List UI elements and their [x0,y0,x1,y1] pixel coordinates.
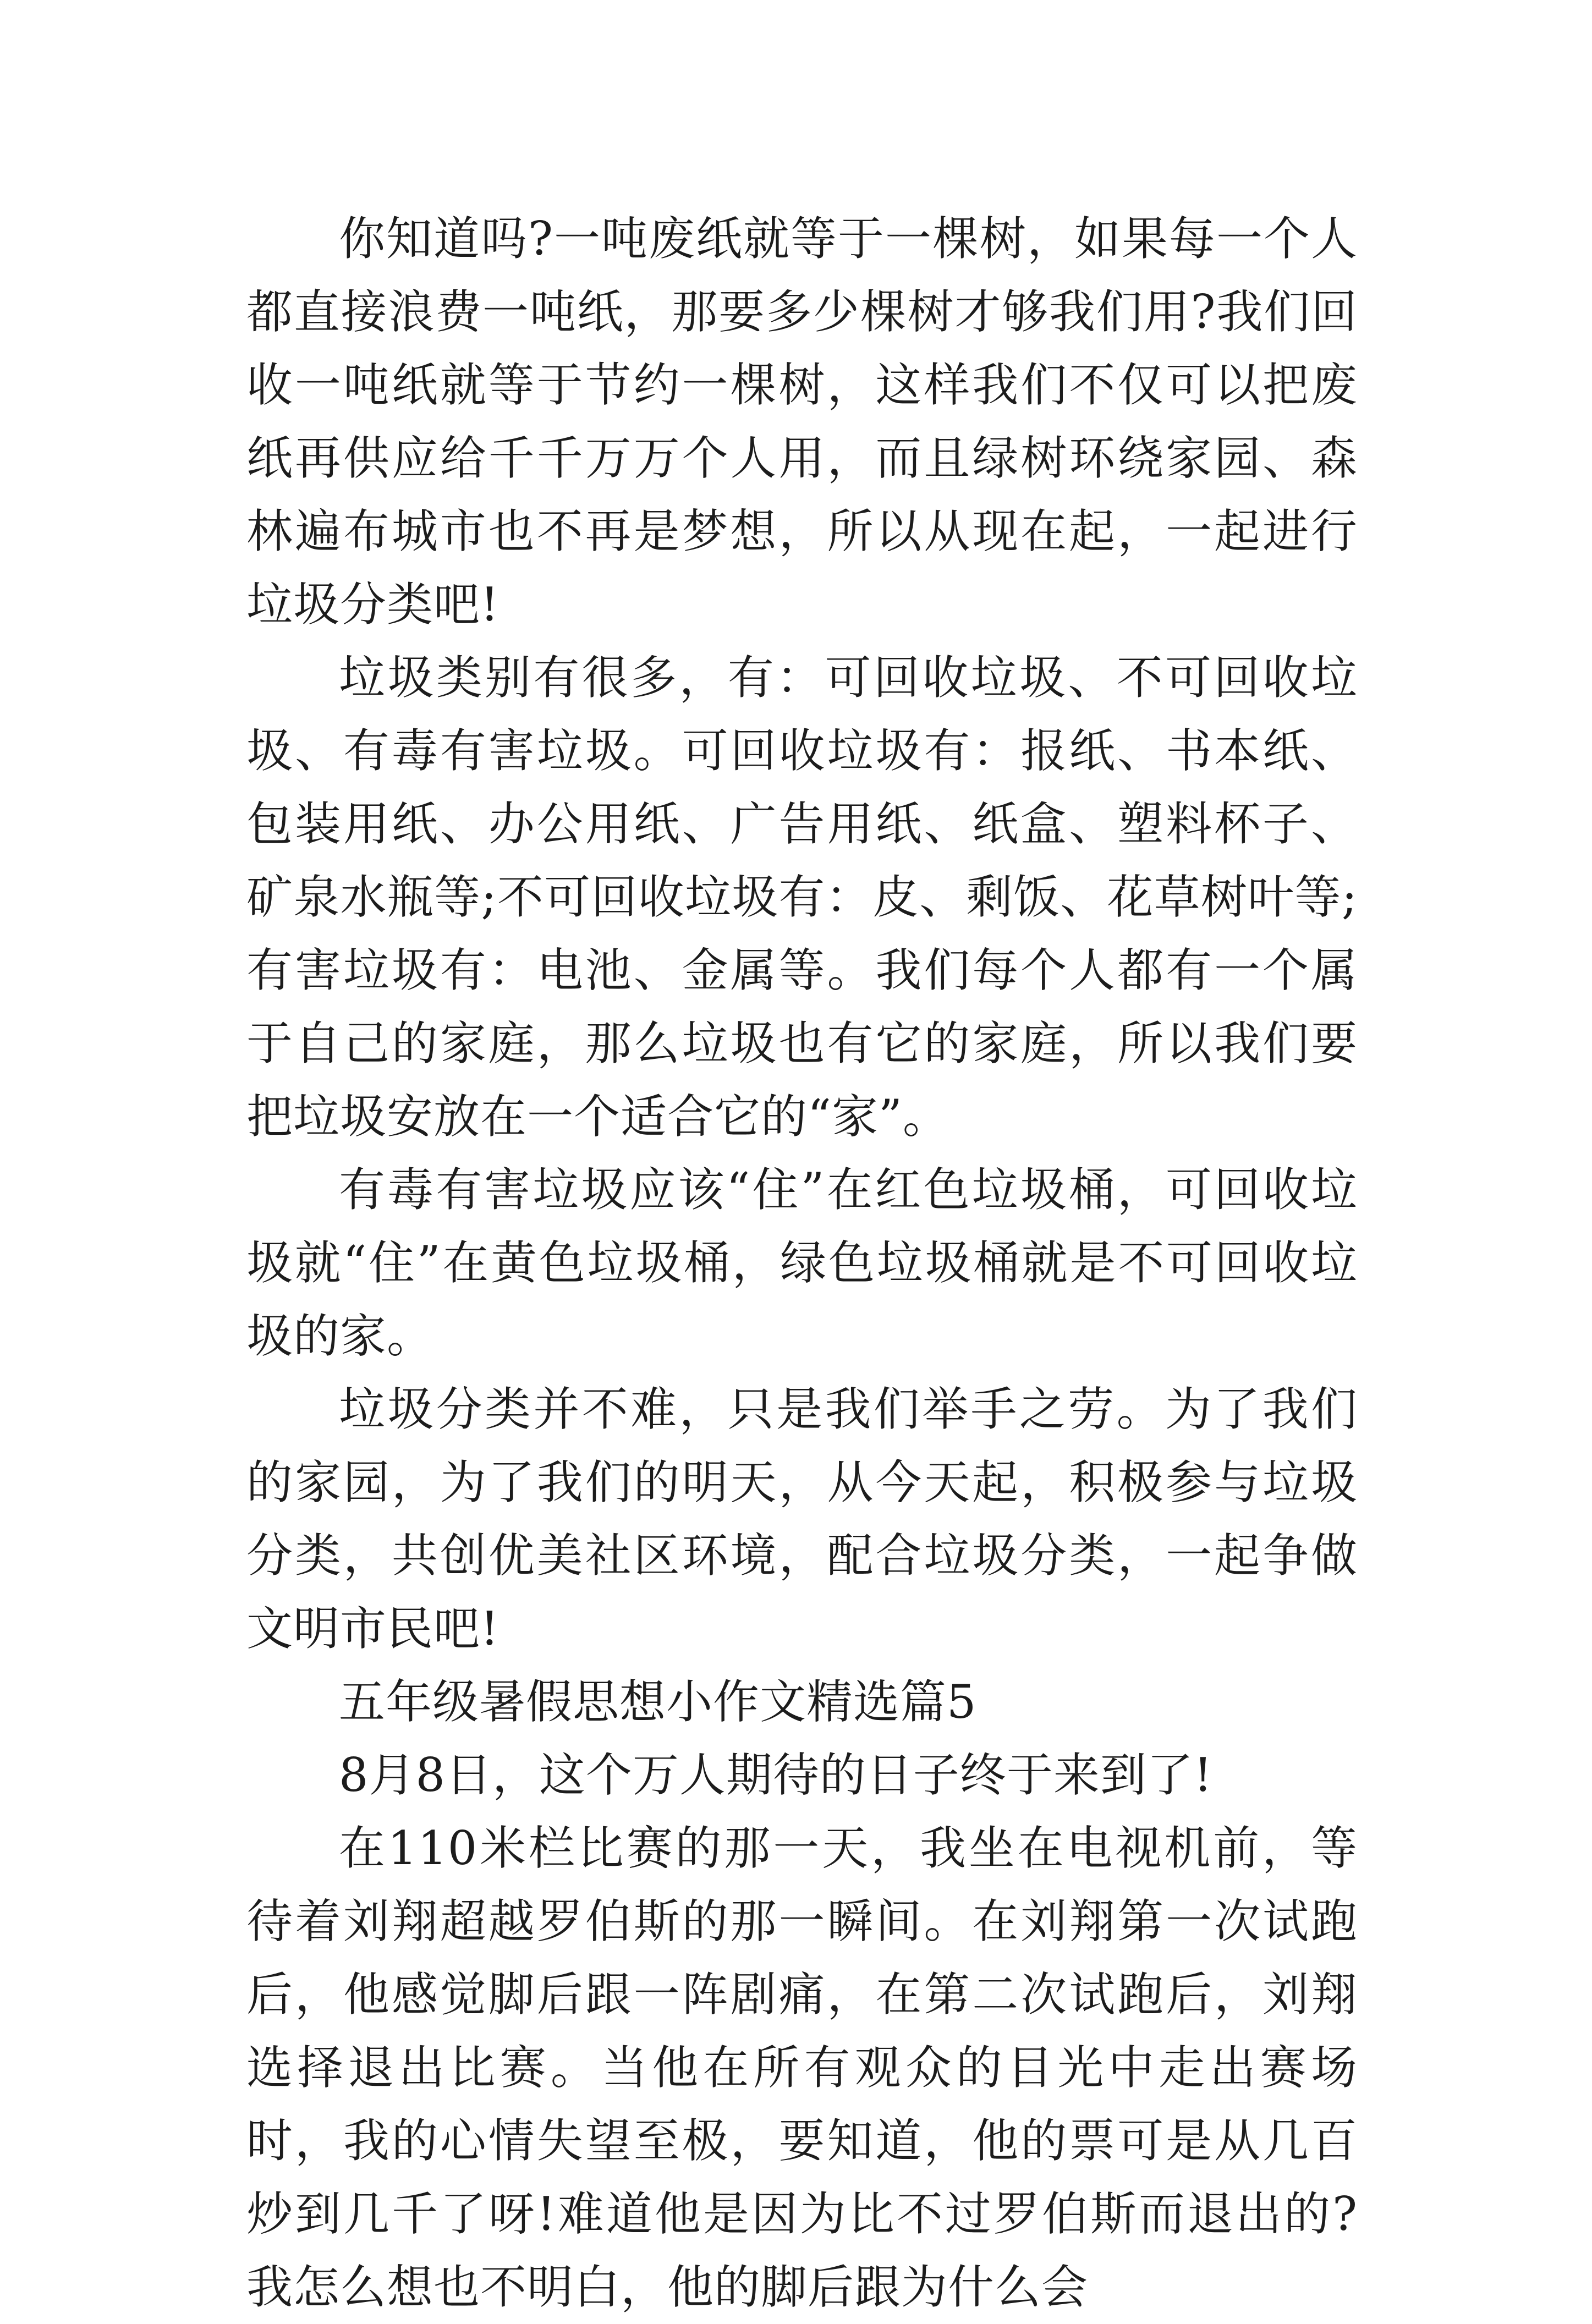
paragraph-date: 8月8日，这个万人期待的日子终于来到了! [339,1748,1213,1802]
paragraph-garbage-categories: 垃圾类别有很多，有：可回收垃圾、不可回收垃圾、有毒有害垃圾。可回收垃圾有：报纸、书本纸、包装用纸、办公用纸、广告用纸、纸盒、塑料杯子、矿泉水瓶等;不可回收垃圾有：皮、剩饭、花草树叶等;有害垃圾有：电池、金属等。我们每个人都有一个属于自己的家庭，那么垃圾也有它的家庭，所以我们要把垃圾安放在一个适合它的“家”。 [246,651,1358,1144]
paragraph-call-to-action: 垃圾分类并不难，只是我们举手之劳。为了我们的家园，为了我们的明天，从今天起，积极参与垃圾分类，共创优美社区环境，配合垃圾分类，一起争做文明市民吧! [246,1382,1358,1656]
paragraph-paper-recycling: 你知道吗?一吨废纸就等于一棵树，如果每一个人都直接浪费一吨纸，那要多少棵树才够我们用?我们回收一吨纸就等于节约一棵树，这样我们不仅可以把废纸再供应给千千万万个人用，而且绿树环绕家园、森林遍布城市也不再是梦想，所以从现在起，一起进行垃圾分类吧! [246,212,1358,631]
paragraph-hurdles-race: 在110米栏比赛的那一天，我坐在电视机前，等待着刘翔超越罗伯斯的那一瞬间。在刘翔第一次试跑后，他感觉脚后跟一阵剧痛，在第二次试跑后，刘翔选择退出比赛。当他在所有观众的目光中走出赛场时，我的心情失望至极，要知道，他的票可是从几百炒到几千了呀!难道他是因为比不过罗伯斯而退出的?我怎么想也不明白，他的脚后跟为什么会 [246,1821,1358,2314]
document-body [246,202,1358,2324]
section-heading: 五年级暑假思想小作文精选篇5 [339,1675,977,1729]
paragraph-garbage-bins: 有毒有害垃圾应该“住”在红色垃圾桶，可回收垃圾就“住”在黄色垃圾桶，绿色垃圾桶就是不可回收垃圾的家。 [246,1163,1358,1363]
